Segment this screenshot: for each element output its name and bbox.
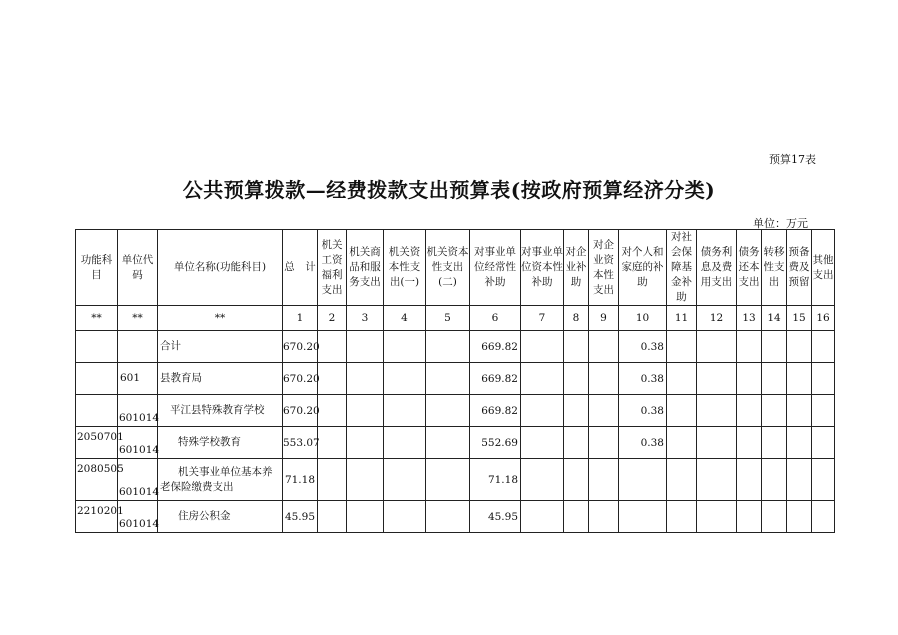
header-cell: 其他支出 <box>812 230 835 306</box>
index-cell: 16 <box>812 306 835 331</box>
total-cell: 45.95 <box>283 501 318 533</box>
header-cell: 机关商品和服务支出 <box>347 230 384 306</box>
index-cell: 5 <box>426 306 470 331</box>
unit-code-cell: 601014 <box>118 459 158 501</box>
unit-name-cell: 特殊学校教育 <box>158 427 283 459</box>
unit-code-cell: 601014 <box>118 501 158 533</box>
unit-label: 单位：万元 <box>753 217 808 230</box>
func-code-cell <box>76 395 118 427</box>
total-cell: 670.20 <box>283 395 318 427</box>
index-row <box>76 306 835 331</box>
index-cell: 15 <box>787 306 812 331</box>
header-cell: 对事业单位资本性补助 <box>521 230 564 306</box>
index-cell: 1 <box>283 306 318 331</box>
table-row <box>76 459 835 501</box>
col6-cell: 669.82 <box>470 395 521 427</box>
index-cell: ** <box>158 306 283 331</box>
page-title: 公共预算拨款—经费拨款支出预算表(按政府预算经济分类) <box>182 178 716 202</box>
unit-name-cell: 住房公积金 <box>158 501 283 533</box>
total-cell: 71.18 <box>283 459 318 501</box>
index-cell: 10 <box>619 306 667 331</box>
header-cell: 对事业单位经常性补助 <box>470 230 521 306</box>
header-cell: 机关工资福利支出 <box>318 230 347 306</box>
table-tag: 预算17表 <box>769 153 816 166</box>
func-code-cell <box>76 331 118 363</box>
index-cell: 9 <box>589 306 619 331</box>
table-row <box>76 363 835 395</box>
index-cell: 11 <box>667 306 697 331</box>
col10-cell: 0.38 <box>619 363 667 395</box>
header-cell: 债务还本支出 <box>737 230 762 306</box>
header-cell: 总 计 <box>283 230 318 306</box>
total-cell: 670.20 <box>283 331 318 363</box>
unit-name-cell: 合计 <box>158 331 283 363</box>
col6-cell: 669.82 <box>470 363 521 395</box>
index-cell: 8 <box>564 306 589 331</box>
col6-cell: 71.18 <box>470 459 521 501</box>
header-cell: 债务利息及费用支出 <box>697 230 737 306</box>
unit-name-cell: 平江县特殊教育学校 <box>158 395 283 427</box>
func-code-cell: 2050701 <box>76 427 118 459</box>
header-cell: 单位代码 <box>118 230 158 306</box>
index-cell: 7 <box>521 306 564 331</box>
budget-table <box>75 229 835 533</box>
unit-code-cell: 601 <box>118 363 158 395</box>
func-code-cell <box>76 363 118 395</box>
table-row <box>76 395 835 427</box>
index-cell: ** <box>118 306 158 331</box>
table-row <box>76 427 835 459</box>
index-cell: 3 <box>347 306 384 331</box>
header-cell: 对社会保障基金补助 <box>667 230 697 306</box>
index-cell: 2 <box>318 306 347 331</box>
header-cell: 功能科目 <box>76 230 118 306</box>
header-cell: 机关资本性支出(二) <box>426 230 470 306</box>
index-cell: 12 <box>697 306 737 331</box>
unit-name-cell: 机关事业单位基本养老保险缴费支出 <box>158 459 283 501</box>
header-cell: 机关资本性支出(一) <box>384 230 426 306</box>
total-cell: 670.20 <box>283 363 318 395</box>
unit-code-cell <box>118 331 158 363</box>
header-cell: 对个人和家庭的补助 <box>619 230 667 306</box>
col10-cell: 0.38 <box>619 331 667 363</box>
header-cell: 对企业补助 <box>564 230 589 306</box>
col6-cell: 45.95 <box>470 501 521 533</box>
index-cell: ** <box>76 306 118 331</box>
col10-cell: 0.38 <box>619 427 667 459</box>
index-cell: 13 <box>737 306 762 331</box>
func-code-cell: 2210201 <box>76 501 118 533</box>
col6-cell: 669.82 <box>470 331 521 363</box>
header-cell: 对企业资本性支出 <box>589 230 619 306</box>
unit-code-cell: 601014 <box>118 427 158 459</box>
table-row <box>76 331 835 363</box>
index-cell: 6 <box>470 306 521 331</box>
header-row <box>76 230 835 306</box>
index-cell: 14 <box>762 306 787 331</box>
col10-cell <box>619 459 667 501</box>
header-cell: 预备费及预留 <box>787 230 812 306</box>
header-cell: 转移性支出 <box>762 230 787 306</box>
unit-code-cell: 601014 <box>118 395 158 427</box>
func-code-cell: 2080505 <box>76 459 118 501</box>
total-cell: 553.07 <box>283 427 318 459</box>
col6-cell: 552.69 <box>470 427 521 459</box>
unit-name-cell: 县教育局 <box>158 363 283 395</box>
col10-cell: 0.38 <box>619 395 667 427</box>
header-cell: 单位名称(功能科目) <box>158 230 283 306</box>
index-cell: 4 <box>384 306 426 331</box>
col10-cell <box>619 501 667 533</box>
table-row <box>76 501 835 533</box>
